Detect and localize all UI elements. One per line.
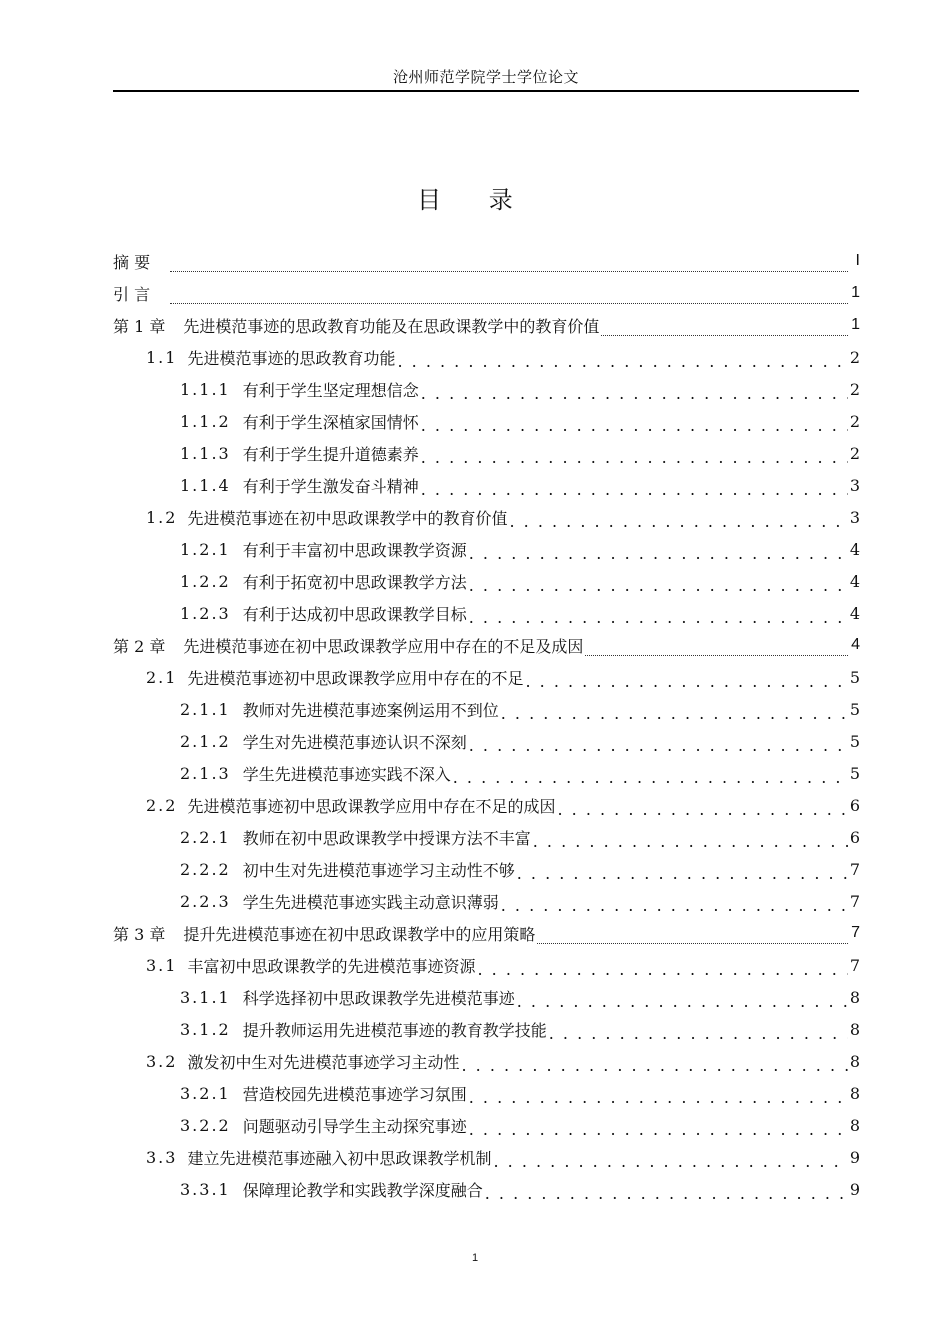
toc-entry-number: 1.2.2 — [180, 571, 231, 591]
dot-leader — [485, 1183, 848, 1205]
toc-entry-title: 营造校园先进模范事迹学习氛围 — [242, 1084, 467, 1104]
toc-entry-number: 2.1.3 — [180, 763, 231, 783]
toc-entry[interactable] — [113, 885, 860, 917]
page-number: 1 — [471, 1252, 479, 1264]
toc-entry-page: 7 — [849, 891, 860, 911]
toc-entry[interactable] — [113, 437, 860, 469]
table-of-contents — [113, 245, 860, 1205]
toc-entry[interactable] — [113, 565, 860, 597]
toc-entry[interactable] — [113, 1077, 860, 1109]
dot-leader — [421, 415, 848, 437]
toc-entry[interactable] — [113, 629, 860, 661]
toc-entry-number: 1.2.1 — [180, 539, 231, 559]
toc-entry-number: 2.1 — [146, 667, 178, 687]
toc-entry[interactable] — [113, 821, 860, 853]
toc-entry[interactable] — [113, 1045, 860, 1077]
toc-entry-page: 3 — [849, 475, 860, 495]
toc-entry-title: 有利于达成初中思政课教学目标 — [242, 604, 467, 624]
dot-leader — [509, 511, 847, 533]
toc-entry-title: 先进模范事迹的思政教育功能及在思政课教学中的教育价值 — [183, 316, 600, 336]
toc-entry-page: 5 — [849, 763, 860, 783]
toc-entry-title: 有利于学生深植家国情怀 — [242, 412, 419, 432]
toc-entry-page: 2 — [849, 379, 860, 399]
toc-entry[interactable] — [113, 245, 860, 277]
toc-entry[interactable] — [113, 1173, 860, 1205]
dot-leader — [549, 1023, 848, 1045]
dot-leader — [453, 767, 848, 789]
toc-entry[interactable] — [113, 725, 860, 757]
toc-entry-number: 3.1.2 — [180, 1019, 231, 1039]
dot-leader — [421, 447, 848, 469]
toc-entry-page: 1 — [851, 316, 860, 333]
toc-entry-number: 第 2 章 — [113, 636, 166, 656]
toc-entry-number: 2.1.1 — [180, 699, 231, 719]
toc-entry-number: 2.2.1 — [180, 827, 231, 847]
toc-entry-title: 学生对先进模范事迹认识不深刻 — [242, 732, 467, 752]
toc-entry-title: 提升先进模范事迹在初中思政课教学中的应用策略 — [183, 924, 536, 944]
toc-entry[interactable] — [113, 1109, 860, 1141]
toc-entry-page: 8 — [849, 987, 860, 1007]
toc-entry-page: 7 — [849, 859, 860, 879]
toc-entry-title: 先进模范事迹初中思政课教学应用中存在不足的成因 — [187, 796, 556, 816]
toc-entry[interactable] — [113, 405, 860, 437]
toc-entry-title: 有利于学生坚定理想信念 — [242, 380, 419, 400]
toc-entry-title: 科学选择初中思政课教学先进模范事迹 — [242, 988, 515, 1008]
toc-entry-page: 8 — [849, 1051, 860, 1071]
toc-entry[interactable] — [113, 597, 860, 629]
dot-leader — [557, 799, 847, 821]
toc-entry-title: 丰富初中思政课教学的先进模范事迹资源 — [187, 956, 476, 976]
toc-entry-page: 9 — [849, 1147, 860, 1167]
dot-leader — [601, 319, 848, 341]
toc-entry-page: 6 — [849, 827, 860, 847]
toc-entry-page: 7 — [849, 955, 860, 975]
toc-entry-number: 1.1.1 — [180, 379, 231, 399]
dot-leader — [469, 1119, 848, 1141]
toc-entry-title: 先进模范事迹初中思政课教学应用中存在的不足 — [187, 668, 524, 688]
dot-leader — [469, 1087, 848, 1109]
toc-entry[interactable] — [113, 469, 860, 501]
toc-entry-number: 2.1.2 — [180, 731, 231, 751]
toc-entry-page: 7 — [851, 924, 860, 941]
dot-leader — [477, 959, 847, 981]
toc-entry-page: 2 — [849, 443, 860, 463]
toc-entry-number: 摘 要 — [113, 252, 151, 272]
dot-leader — [517, 991, 848, 1013]
toc-entry[interactable] — [113, 533, 860, 565]
toc-entry-page: 5 — [849, 699, 860, 719]
toc-entry[interactable] — [113, 341, 860, 373]
page-header — [113, 66, 859, 92]
toc-entry-number: 1.1.4 — [180, 475, 231, 495]
toc-entry-title: 有利于拓宽初中思政课教学方法 — [242, 572, 467, 592]
toc-entry-page: 4 — [849, 539, 860, 559]
toc-entry[interactable] — [113, 309, 860, 341]
dot-leader — [533, 831, 848, 853]
toc-entry-page: 1 — [851, 284, 860, 301]
toc-entry-number: 引 言 — [113, 284, 151, 304]
toc-entry-title: 有利于学生提升道德素养 — [242, 444, 419, 464]
header-text: 沧州师范学院学士学位论文 — [392, 68, 579, 86]
toc-entry[interactable] — [113, 917, 860, 949]
toc-entry-title: 学生先进模范事迹实践主动意识薄弱 — [242, 892, 499, 912]
toc-entry-page: 5 — [849, 667, 860, 687]
toc-entry-number: 3.1 — [146, 955, 178, 975]
toc-entry[interactable] — [113, 949, 860, 981]
toc-entry-title: 有利于学生激发奋斗精神 — [242, 476, 419, 496]
dot-leader — [469, 607, 848, 629]
toc-entry-number: 第 1 章 — [113, 316, 166, 336]
toc-entry-page: 8 — [849, 1115, 860, 1135]
toc-entry-number: 1.1.2 — [180, 411, 231, 431]
toc-entry-page: 4 — [849, 571, 860, 591]
toc-entry-number: 3.2.1 — [180, 1083, 231, 1103]
toc-entry-number: 2.2.3 — [180, 891, 231, 911]
dot-leader — [170, 255, 848, 277]
dot-leader — [397, 351, 847, 373]
dot-leader — [421, 479, 848, 501]
dot-leader — [493, 1151, 847, 1173]
toc-entry-page: 8 — [849, 1083, 860, 1103]
toc-entry-title: 有利于丰富初中思政课教学资源 — [242, 540, 467, 560]
toc-entry-number: 1.1.3 — [180, 443, 231, 463]
toc-entry-number: 第 3 章 — [113, 924, 166, 944]
dot-leader — [469, 735, 848, 757]
toc-entry-title: 建立先进模范事迹融入初中思政课教学机制 — [187, 1148, 492, 1168]
toc-entry-title: 教师在初中思政课教学中授课方法不丰富 — [242, 828, 531, 848]
toc-entry-number: 1.2 — [146, 507, 178, 527]
toc-entry-number: 3.3 — [146, 1147, 178, 1167]
toc-entry-title: 先进模范事迹在初中思政课教学中的教育价值 — [187, 508, 508, 528]
toc-entry-title: 学生先进模范事迹实践不深入 — [242, 764, 451, 784]
toc-entry-title: 激发初中生对先进模范事迹学习主动性 — [187, 1052, 460, 1072]
dot-leader — [421, 383, 848, 405]
toc-entry-title: 教师对先进模范事迹案例运用不到位 — [242, 700, 499, 720]
toc-entry-number: 1.1 — [146, 347, 178, 367]
toc-entry-title: 问题驱动引导学生主动探究事迹 — [242, 1116, 467, 1136]
toc-entry-page: 6 — [849, 795, 860, 815]
toc-entry-page: 2 — [849, 411, 860, 431]
toc-entry-number: 3.3.1 — [180, 1179, 231, 1199]
dot-leader — [585, 639, 848, 661]
dot-leader — [469, 575, 848, 597]
toc-entry[interactable] — [113, 1141, 860, 1173]
toc-entry-page: 9 — [849, 1179, 860, 1199]
toc-entry-page: 4 — [849, 603, 860, 623]
toc-entry-title: 先进模范事迹的思政教育功能 — [187, 348, 396, 368]
toc-entry-number: 3.1.1 — [180, 987, 231, 1007]
toc-entry-number: 2.2.2 — [180, 859, 231, 879]
toc-entry-number: 1.2.3 — [180, 603, 231, 623]
toc-entry[interactable] — [113, 693, 860, 725]
dot-leader — [501, 703, 848, 725]
toc-entry[interactable] — [113, 373, 860, 405]
toc-entry[interactable] — [113, 853, 860, 885]
dot-leader — [501, 895, 848, 917]
toc-entry-title: 保障理论教学和实践教学深度融合 — [242, 1180, 483, 1200]
toc-entry[interactable] — [113, 501, 860, 533]
toc-entry[interactable] — [113, 981, 860, 1013]
toc-entry-page: 4 — [851, 636, 860, 653]
toc-entry-number: 3.2 — [146, 1051, 178, 1071]
toc-entry-number: 3.2.2 — [180, 1115, 231, 1135]
dot-leader — [537, 927, 848, 949]
dot-leader — [517, 863, 848, 885]
dot-leader — [170, 287, 848, 309]
toc-entry-title: 提升教师运用先进模范事迹的教育教学技能 — [242, 1020, 547, 1040]
toc-entry[interactable] — [113, 661, 860, 693]
toc-entry[interactable] — [113, 757, 860, 789]
toc-entry-page: 5 — [849, 731, 860, 751]
toc-entry-page: 2 — [849, 347, 860, 367]
toc-entry-page: 3 — [849, 507, 860, 527]
dot-leader — [461, 1055, 847, 1077]
toc-entry-number: 2.2 — [146, 795, 178, 815]
toc-entry-page: 8 — [849, 1019, 860, 1039]
dot-leader — [525, 671, 847, 693]
toc-title: 目 录 — [417, 186, 533, 214]
toc-entry-page: I — [855, 252, 860, 269]
toc-entry-title: 初中生对先进模范事迹学习主动性不够 — [242, 860, 515, 880]
toc-entry[interactable] — [113, 277, 860, 309]
toc-entry[interactable] — [113, 1013, 860, 1045]
dot-leader — [469, 543, 848, 565]
toc-entry[interactable] — [113, 789, 860, 821]
toc-entry-title: 先进模范事迹在初中思政课教学应用中存在的不足及成因 — [183, 636, 584, 656]
